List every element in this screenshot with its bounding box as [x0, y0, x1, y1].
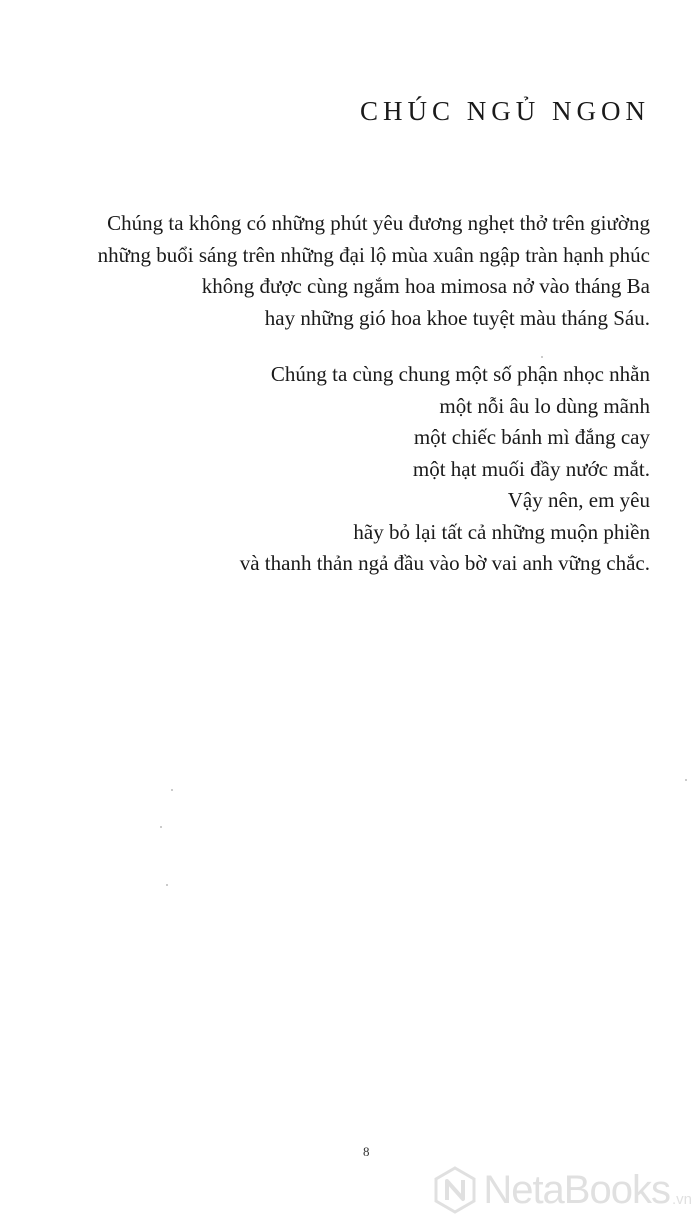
scan-speck: [685, 779, 687, 781]
poem-line: không được cùng ngắm hoa mimosa nở vào tháng Ba: [201, 274, 650, 298]
poem-line: Chúng ta không có những phút yêu đương nghẹt thở trên giường: [107, 211, 650, 235]
poem-line: những buổi sáng trên những đại lộ mùa xuân ngập tràn hạnh phúc: [97, 242, 650, 267]
poem-line: Chúng ta cùng chung một số phận nhọc nhằn: [270, 362, 650, 386]
poem-line: Vậy nên, em yêu: [507, 488, 650, 512]
poem-title: CHÚC NGỦ NGON: [359, 96, 650, 126]
scan-speck: [171, 789, 173, 791]
scan-speck: [541, 356, 543, 358]
page-number: 8: [363, 1144, 370, 1159]
watermark-tld: .vn: [671, 1191, 692, 1208]
poem-line: hay những gió hoa khoe tuyệt màu tháng Sáu.: [264, 305, 650, 330]
scan-speck: [160, 826, 162, 828]
poem-line: một hạt muối đầy nước mắt.: [412, 456, 650, 481]
poem-line: một chiếc bánh mì đắng cay: [413, 425, 650, 449]
netabooks-watermark: [433, 1166, 692, 1214]
poem-line: và thanh thản ngả đầu vào bờ vai anh vững chắc.: [239, 551, 650, 575]
stanza-2: [30, 359, 650, 580]
netabooks-logo-icon: [433, 1166, 477, 1214]
poem-line: hãy bỏ lại tất cả những muộn phiền: [353, 519, 650, 544]
poem-line: một nỗi âu lo dùng mãnh: [439, 393, 650, 418]
watermark-brand: NetaBooks: [483, 1168, 670, 1212]
stanza-1: [30, 208, 650, 334]
scan-speck: [166, 884, 168, 886]
